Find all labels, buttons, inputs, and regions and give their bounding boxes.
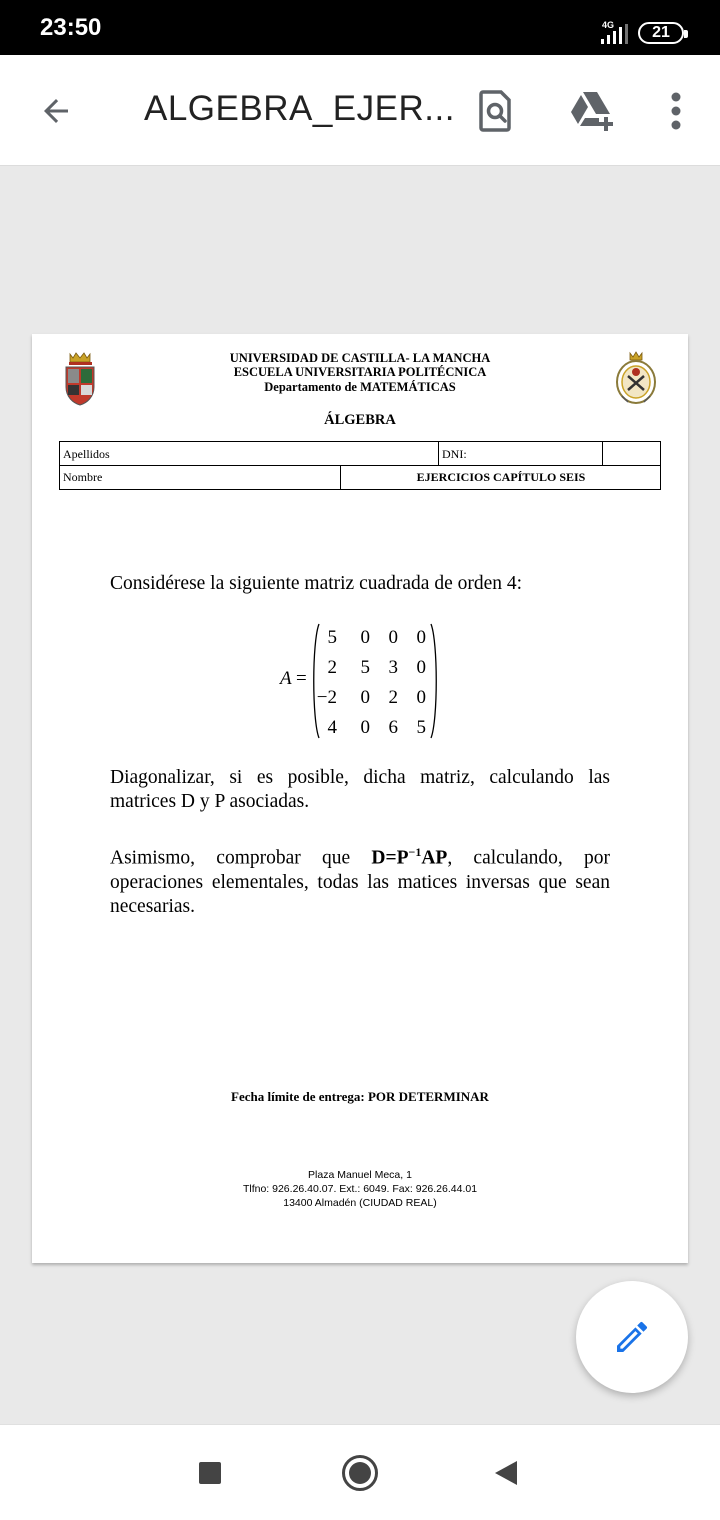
task-verify-rest: , calculando, por operaciones elementales, todas las matices inversas que sean necesarias. (110, 847, 610, 917)
matrix-cell: 0 (360, 717, 370, 738)
matrix-cell: 4 (327, 717, 337, 738)
document-title: ALGEBRA_EJER... (144, 89, 455, 128)
add-to-drive-button[interactable] (566, 85, 618, 137)
battery-level: 21 (652, 24, 670, 41)
matrix-equals: = (296, 668, 307, 689)
back-arrow-icon (38, 93, 74, 129)
drive-add-icon (568, 90, 616, 132)
matrix-cell: 0 (416, 657, 426, 678)
subject-title: ÁLGEBRA (324, 412, 396, 428)
more-vert-icon (670, 92, 682, 130)
dni-label: DNI: (442, 447, 467, 461)
home-button[interactable] (338, 1451, 382, 1495)
matrix-cell: 5 (360, 657, 370, 678)
network-type: 4G (601, 20, 614, 30)
find-in-document-button[interactable] (470, 85, 522, 137)
matrix-cell: 0 (416, 687, 426, 708)
matrix-cell: 5 (327, 627, 337, 648)
right-parenthesis-icon (430, 622, 440, 740)
status-icons (601, 18, 684, 44)
exercises-chapter-label: EJERCICIOS CAPÍTULO SEIS (416, 470, 586, 484)
matrix-cell: 2 (327, 657, 337, 678)
edit-button[interactable] (576, 1281, 688, 1393)
matrix-cell: 0 (360, 687, 370, 708)
task-verify-text (110, 840, 610, 919)
table-divider (602, 442, 603, 465)
more-options-button[interactable] (650, 85, 702, 137)
recents-button[interactable] (188, 1451, 232, 1495)
name-label: Nombre (63, 470, 103, 484)
home-circle-icon (341, 1454, 379, 1492)
school-seal-icon (614, 350, 658, 406)
edit-pencil-icon (612, 1317, 652, 1357)
back-button[interactable] (30, 85, 82, 137)
task-diagonalize-text: Diagonalizar, si es posible, dicha matriz, calculando las matrices D y P asociadas. (110, 767, 610, 812)
university-name: UNIVERSIDAD DE CASTILLA- LA MANCHA (229, 351, 491, 365)
surname-label: Apellidos (63, 447, 110, 461)
matrix-cell: 6 (388, 717, 398, 738)
signal-icon (601, 24, 628, 44)
matrix-A (280, 622, 450, 740)
matrix-cell: 0 (388, 627, 398, 648)
matrix-cell: 3 (388, 657, 398, 678)
formula-D-P: D=P (371, 847, 409, 869)
university-crest-icon (62, 350, 98, 408)
student-info-table (59, 441, 661, 490)
department-name: Departamento de MATEMÁTICAS (264, 380, 456, 394)
address-line: Plaza Manuel Meca, 1 (308, 1169, 412, 1181)
matrix-name: A (280, 668, 292, 689)
deadline-text: Fecha límite de entrega: POR DETERMINAR (231, 1089, 489, 1104)
battery-icon (638, 22, 684, 44)
task-verify-intro: Asimismo, comprobar que (110, 847, 372, 869)
recents-square-icon (198, 1461, 222, 1485)
back-nav-button[interactable] (484, 1451, 528, 1495)
status-bar (0, 0, 720, 55)
matrix-cell: 2 (388, 687, 398, 708)
system-nav-bar (0, 1424, 720, 1520)
document-page (32, 334, 688, 1263)
matrix-cell: 5 (416, 717, 426, 738)
app-bar (0, 55, 720, 166)
formula-AP: AP (421, 847, 448, 869)
search-document-icon (479, 90, 513, 132)
address-phone: Tlfno: 926.26.40.07. Ext.: 6049. Fax: 926.26.44.01 (242, 1183, 478, 1195)
back-triangle-icon (493, 1459, 519, 1487)
matrix-cell: 0 (416, 627, 426, 648)
matrix-cell: −2 (316, 687, 337, 708)
status-time: 23:50 (40, 14, 102, 41)
matrix-cell: 0 (360, 627, 370, 648)
school-name: ESCUELA UNIVERSITARIA POLITÉCNICA (233, 365, 487, 379)
address-city: 13400 Almadén (CIUDAD REAL) (283, 1197, 437, 1209)
intro-text: Considérese la siguiente matriz cuadrada de orden 4: (110, 573, 523, 594)
formula-inverse-exponent: −1 (408, 845, 422, 859)
